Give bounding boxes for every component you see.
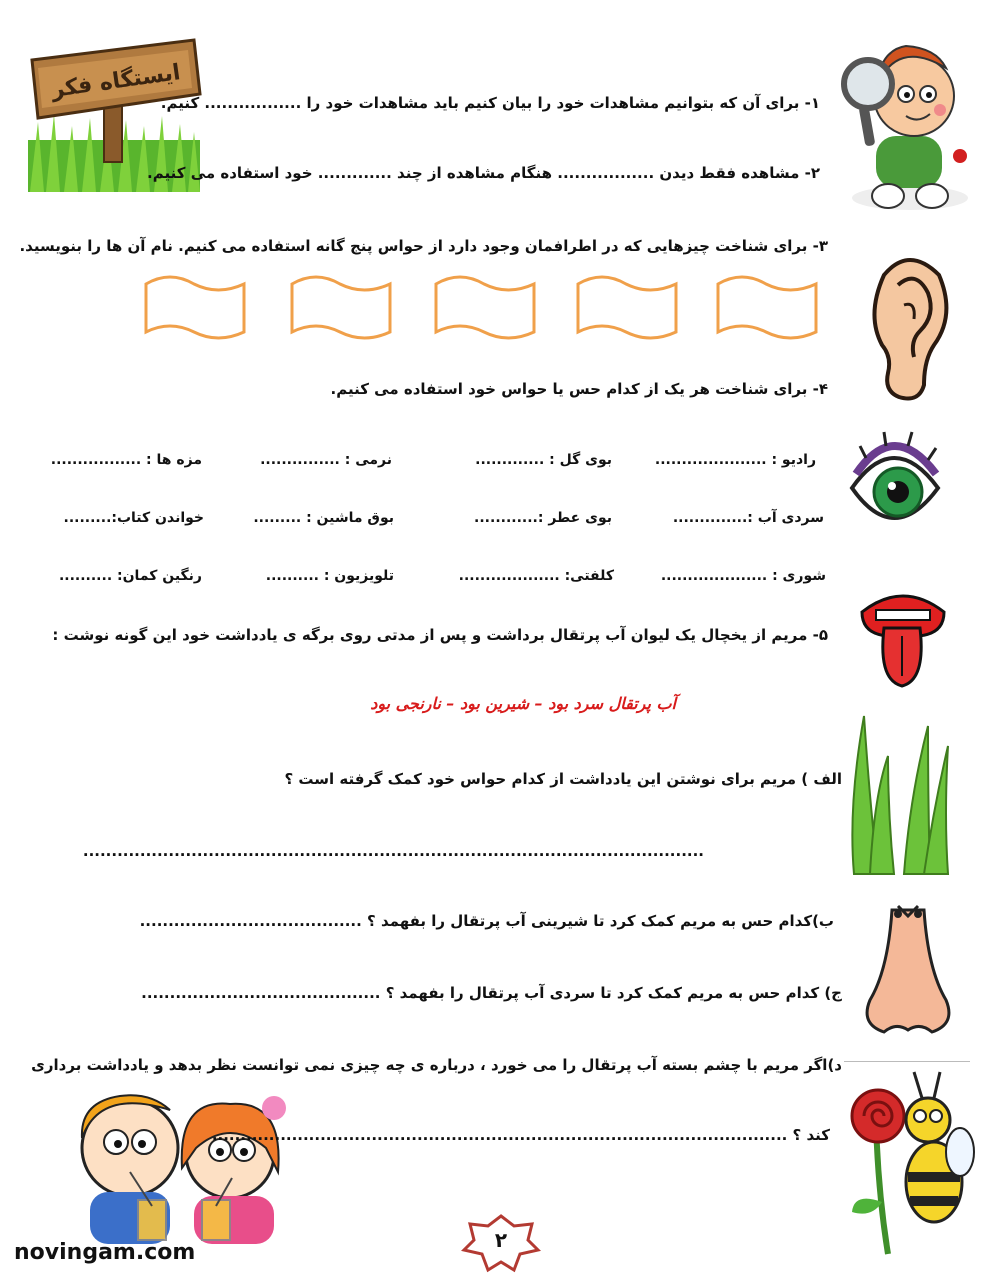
table-cell-r1c2: بوی گل : ............. bbox=[475, 452, 612, 468]
table-cell-r2c3: بوق ماشین : ......... bbox=[253, 510, 394, 526]
table-cell-r3c2: کلفتی: ................... bbox=[458, 568, 614, 584]
table-cell-r1c1: رادیو : ..................... bbox=[654, 452, 816, 468]
signboard-text: ایستگاه فکر bbox=[49, 60, 182, 103]
question-5-alef-answer-line: ............................................................................................................. bbox=[82, 842, 704, 860]
question-2: ۲- مشاهده فقط دیدن ................. هنگام مشاهده از چند ............. خود استفاده می کنیم. bbox=[147, 164, 820, 182]
nose-illustration bbox=[858, 900, 958, 1042]
boy-magnifier-illustration bbox=[836, 28, 976, 213]
question-5: ۵- مریم از یخچال یک لیوان آب پرتقال برداشت و پس از مدتی روی برگه ی یادداشت خود این گونه نوشت : bbox=[52, 626, 828, 644]
table-cell-r2c4: خواندن کتاب:......... bbox=[63, 510, 204, 526]
flower-bee-illustration bbox=[848, 1062, 976, 1258]
question-5-be: ب)کدام حس به مریم کمک کرد تا شیرینی آب پرتقال را بفهمد ؟ ....................................... bbox=[139, 912, 834, 930]
question-5-dal-line1: د)اگر مریم با چشم بسته آب پرتقال را می خورد ، درباره ی چه چیزی نمی توانست نظر بدهد و یادداشت برداری bbox=[31, 1056, 842, 1074]
question-4: ۴- برای شناخت هر یک از کدام حس یا حواس خود استفاده می کنیم. bbox=[330, 380, 828, 398]
table-cell-r2c2: بوی عطر :............ bbox=[474, 510, 612, 526]
table-cell-r3c4: رنگین کمان: .......... bbox=[58, 568, 202, 584]
divider bbox=[844, 1061, 970, 1062]
table-cell-r3c1: شوری : .................... bbox=[660, 568, 826, 584]
answer-banner-1 bbox=[718, 277, 816, 338]
table-cell-r2c1: سردی آب :.............. bbox=[672, 510, 824, 526]
eye-illustration bbox=[846, 418, 944, 568]
answer-banners bbox=[140, 270, 830, 344]
question-5-alef: الف ) مریم برای نوشتن این یادداشت از کدام حواس خود کمک گرفته است ؟ bbox=[284, 770, 842, 788]
table-cell-r1c3: نرمی : ............... bbox=[260, 452, 392, 468]
answer-banner-2 bbox=[578, 277, 676, 338]
page-number-badge bbox=[462, 1214, 540, 1272]
kids-drinking-illustration bbox=[60, 1088, 310, 1248]
table-cell-r1c4: مزه ها : ................. bbox=[50, 452, 202, 468]
ear-illustration bbox=[864, 245, 954, 405]
question-1: ۱- برای آن که بتوانیم مشاهدات خود را بیان کنیم باید مشاهدات خود را ................. کنیم. bbox=[160, 94, 820, 112]
question-3: ۳- برای شناخت چیزهایی که در اطرافمان وجود دارد از حواس پنج گانه استفاده می کنیم. نام آن ها را بنویسید. bbox=[19, 237, 828, 255]
grass-illustration bbox=[844, 696, 956, 876]
answer-banner-3 bbox=[436, 277, 534, 338]
page-number: ۲ bbox=[494, 1228, 508, 1252]
answer-banner-4 bbox=[292, 277, 390, 338]
table-cell-r3c3: تلویزیون : .......... bbox=[265, 568, 394, 584]
mouth-tongue-illustration bbox=[858, 580, 948, 690]
maryam-note: آب پرتقال سرد بود – شیرین بود – نارنجی بود bbox=[370, 694, 676, 713]
question-5-dal-line2: کند ؟ ..................................................................................................... bbox=[211, 1126, 830, 1144]
question-5-jim: ج) کدام حس به مریم کمک کرد تا سردی آب پرتقال را بفهمد ؟ .......................................... bbox=[141, 984, 842, 1002]
site-watermark: novingam.com bbox=[14, 1240, 196, 1265]
answer-banner-5 bbox=[146, 277, 244, 338]
